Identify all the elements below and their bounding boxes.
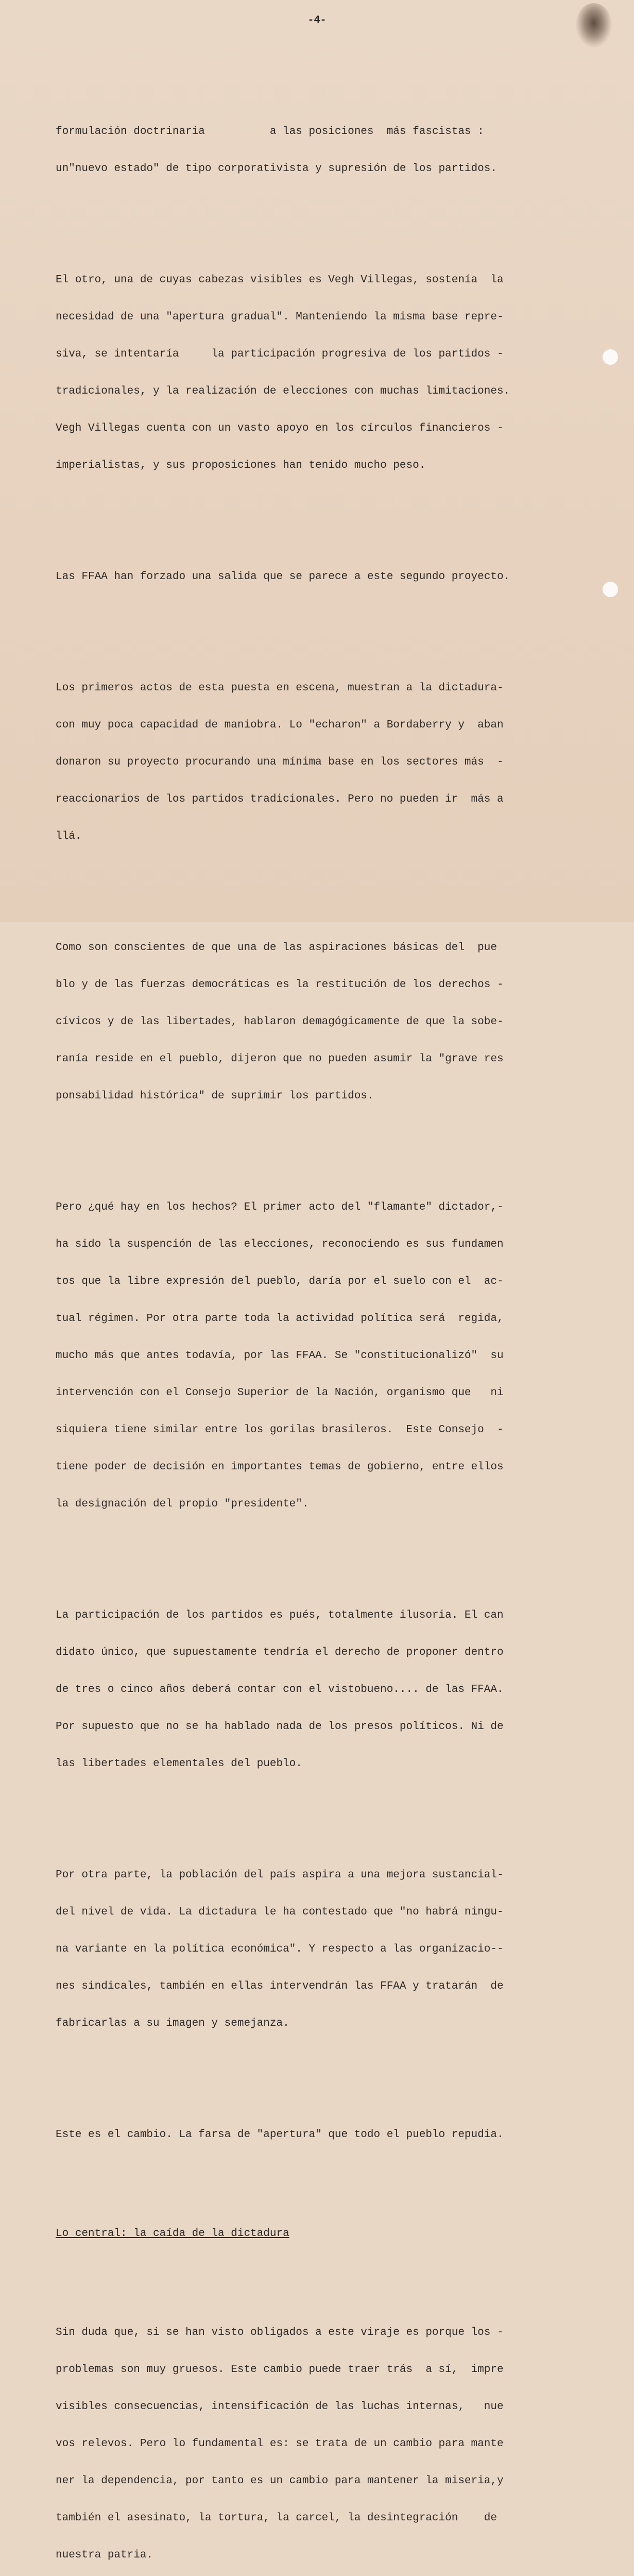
text-line: cívicos y de las libertades, hablaron demagógicamente de que la sobe- xyxy=(56,1016,504,1028)
text-line: Sin duda que, si se han visto obligados a este viraje es porque los - xyxy=(56,2327,504,2338)
text-line: Vegh Villegas cuenta con un vasto apoyo en los círculos financieros - xyxy=(56,422,504,434)
text-line: Pero ¿qué hay en los hechos? El primer acto del "flamante" dictador,- xyxy=(56,1201,504,1213)
text-line: Este es el cambio. La farsa de "apertura" que todo el pueblo repudia. xyxy=(56,2129,504,2141)
text-line: siquiera tiene similar entre los gorilas brasileros. Este Consejo - xyxy=(56,1424,504,1436)
paragraph-4 xyxy=(56,657,586,868)
text-line: de tres o cinco años deberá contar con el vistobueno.... de las FFAA. xyxy=(56,1684,504,1696)
text-line: tiene poder de decisión en importantes temas de gobierno, entre ellos xyxy=(56,1461,504,1473)
punch-hole-top xyxy=(603,349,618,365)
text-line: El otro, una de cuyas cabezas visibles es Vegh Villegas, sostenía la xyxy=(56,274,504,286)
text-line: la designación del propio "presidente". xyxy=(56,1498,309,1510)
paragraph-8 xyxy=(56,1844,586,2055)
section-paragraph-1 xyxy=(56,2302,586,2576)
text-line: ranía reside en el pueblo, dijeron que no pueden asumir la "grave res xyxy=(56,1053,504,1065)
text-line: ponsabilidad histórica" de suprimir los partidos. xyxy=(56,1090,374,1102)
text-line: La participación de los partidos es pués, totalmente ilusoria. El can xyxy=(56,1609,504,1621)
document-body xyxy=(56,64,586,2576)
paragraph-2 xyxy=(56,249,586,497)
text-line: ha sido la suspención de las elecciones, reconociendo es sus fundamen xyxy=(56,1239,504,1250)
paragraph-6 xyxy=(56,1177,586,1535)
section-heading: Lo central: la caída de la dictadura xyxy=(56,2228,289,2240)
text-line: nuestra patria. xyxy=(56,2549,153,2561)
text-line: reaccionarios de los partidos tradicionales. Pero no pueden ir más a xyxy=(56,793,504,805)
text-line: necesidad de una "apertura gradual". Manteniendo la misma base repre- xyxy=(56,311,504,323)
text-line: fabricarlas a su imagen y semejanza. xyxy=(56,2018,289,2029)
text-line: Por otra parte, la población del país aspira a una mejora sustancial- xyxy=(56,1869,504,1881)
paragraph-7 xyxy=(56,1585,586,1795)
text-line: formulación doctrinaria a las posiciones más fascistas : xyxy=(56,126,484,138)
paragraph-9 xyxy=(56,2104,586,2166)
text-line: también el asesinato, la tortura, la carcel, la desintegración de xyxy=(56,2512,497,2524)
text-line: problemas son muy gruesos. Este cambio puede traer trás a sí, impre xyxy=(56,2364,504,2376)
text-line: didato único, que supuestamente tendría el derecho de proponer dentro xyxy=(56,1647,504,1658)
text-line: imperialistas, y sus proposiciones han tenido mucho peso. xyxy=(56,460,426,471)
text-line: visibles consecuencias, intensificación de las luchas internas, nue xyxy=(56,2401,504,2413)
text-line: mucho más que antes todavía, por las FFAA. Se "constitucionalizó" su xyxy=(56,1350,504,1362)
page-number: -4- xyxy=(307,14,327,26)
text-line: con muy poca capacidad de maniobra. Lo "echaron" a Bordaberry y aban xyxy=(56,719,504,731)
text-line: Los primeros actos de esta puesta en escena, muestran a la dictadura- xyxy=(56,682,504,694)
text-line: vos relevos. Pero lo fundamental es: se trata de un cambio para mante xyxy=(56,2438,504,2450)
paragraph-3 xyxy=(56,546,586,608)
text-line: intervención con el Consejo Superior de la Nación, organismo que ni xyxy=(56,1387,504,1399)
text-line: siva, se intentaría la participación progresiva de los partidos - xyxy=(56,348,504,360)
text-line: Como son conscientes de que una de las aspiraciones básicas del pue xyxy=(56,942,497,954)
text-line: Las FFAA han forzado una salida que se parece a este segundo proyecto. xyxy=(56,571,510,583)
text-line: tos que la libre expresión del pueblo, daría por el suelo con el ac- xyxy=(56,1276,504,1287)
text-line: ner la dependencia, por tanto es un cambio para mantener la miseria,y xyxy=(56,2475,504,2487)
text-line: un"nuevo estado" de tipo corporativista y supresión de los partidos. xyxy=(56,163,497,175)
paragraph-5 xyxy=(56,917,586,1127)
paragraph-1 xyxy=(56,101,586,200)
text-line: las libertades elementales del pueblo. xyxy=(56,1758,302,1770)
text-line: donaron su proyecto procurando una mínima base en los sectores más - xyxy=(56,756,504,768)
text-line: llá. xyxy=(56,831,82,842)
text-line: blo y de las fuerzas democráticas es la restitución de los derechos - xyxy=(56,979,504,991)
punch-hole-bottom xyxy=(603,582,618,597)
text-line: nes sindicales, también en ellas intervendrán las FFAA y tratarán de xyxy=(56,1980,504,1992)
text-line: tradicionales, y la realización de elecciones con muchas limitaciones. xyxy=(56,385,510,397)
text-line: Por supuesto que no se ha hablado nada de los presos políticos. Ni de xyxy=(56,1721,504,1733)
text-line: tual régimen. Por otra parte toda la actividad política será regida, xyxy=(56,1313,504,1325)
text-line: del nivel de vida. La dictadura le ha contestado que "no habrá ningu- xyxy=(56,1906,504,1918)
text-line: na variante en la política económica". Y respecto a las organizacio-- xyxy=(56,1943,504,1955)
